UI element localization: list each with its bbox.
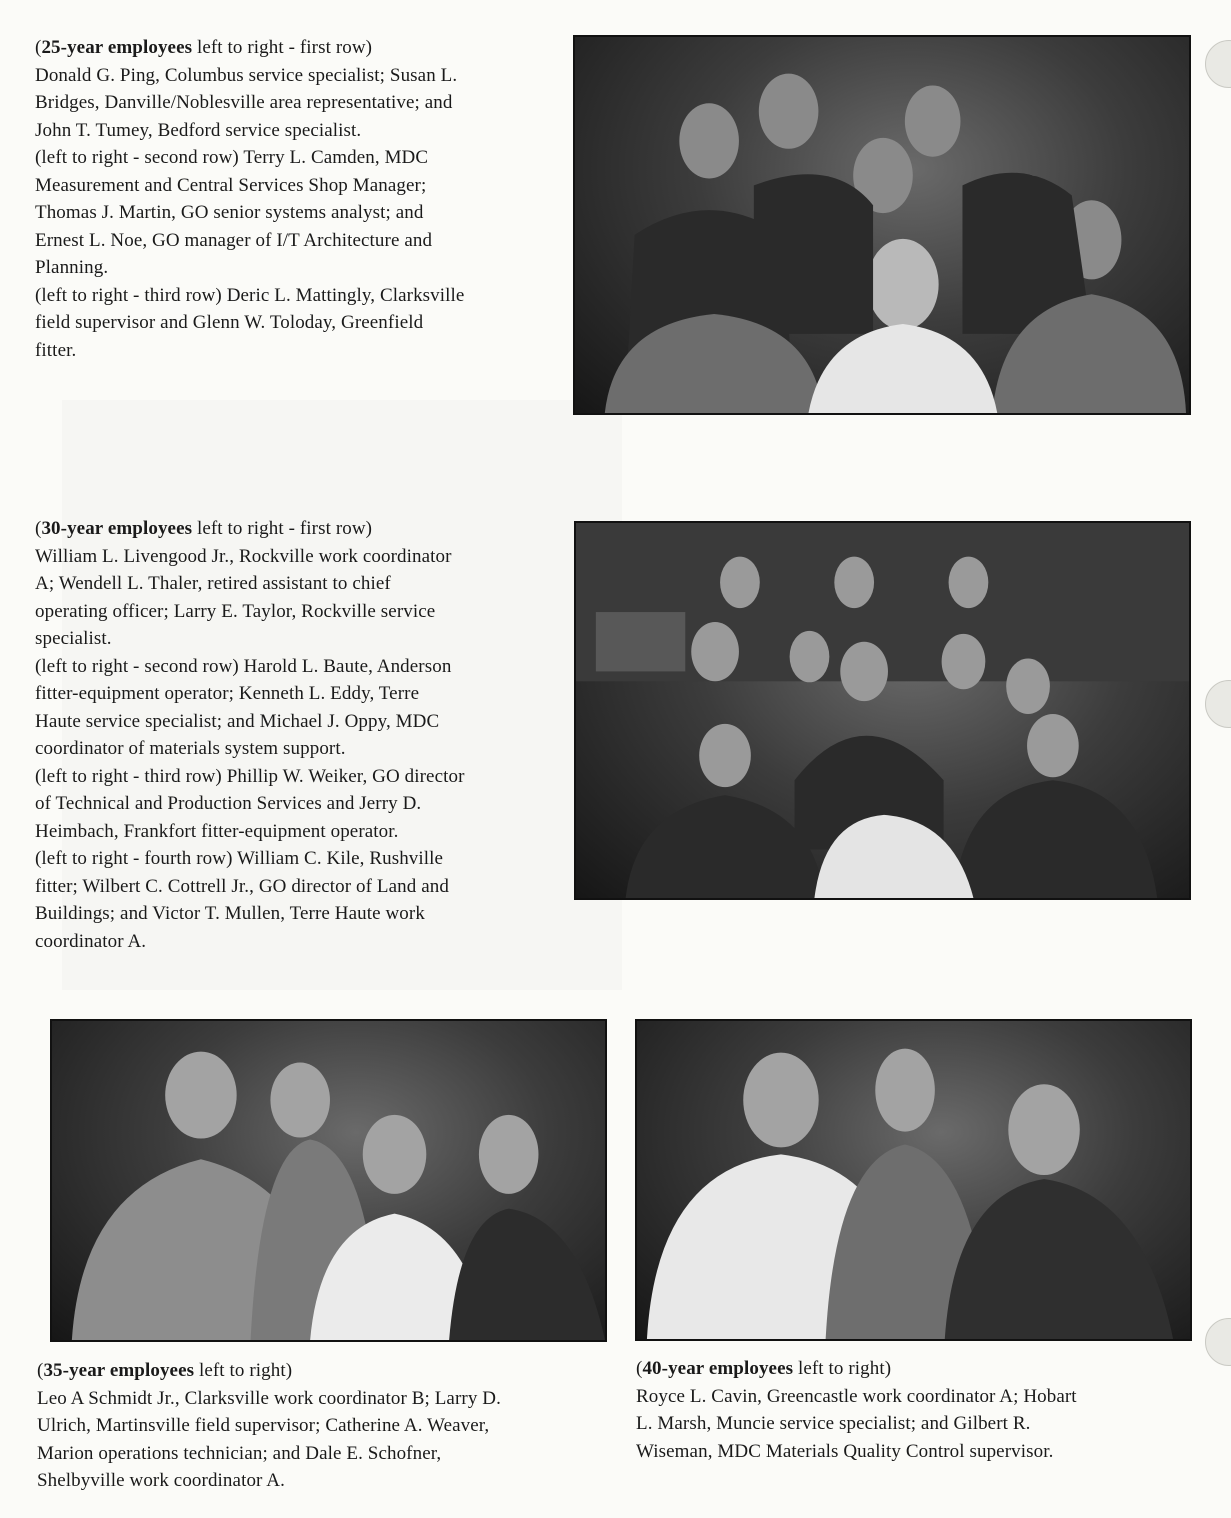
caption-heading: 30-year employees — [41, 518, 193, 539]
caption-line: Ernest L. Noe, GO manager of I/T Architecture and — [35, 229, 433, 251]
caption-line: William L. Livengood Jr., Rockville work coordinator — [35, 545, 452, 567]
photo-30-year-group — [574, 521, 1191, 900]
group-silhouettes — [576, 523, 1189, 898]
caption-line: coordinator of materials system support. — [35, 738, 346, 759]
caption-line: L. Marsh, Muncie service specialist; and Gilbert R. — [636, 1413, 1031, 1434]
caption-line: operating officer; Larry E. Taylor, Rockville service — [35, 600, 436, 622]
photo-40-year-group — [635, 1019, 1192, 1341]
caption-line: John T. Tumey, Bedford service specialist. — [35, 119, 362, 141]
caption-line: (left to right - fourth row) William C. Kile, Rushville — [35, 848, 444, 869]
caption-line: of Technical and Production Services and Jerry D. — [35, 793, 422, 814]
caption-line: (left to right - second row) Terry L. Camden, MDC — [35, 147, 429, 168]
caption-line: Marion operations technician; and Dale E. Schofner, — [37, 1442, 442, 1464]
caption-line: Buildings; and Victor T. Mullen, Terre Haute work — [35, 903, 425, 924]
caption-40-year — [636, 1355, 1196, 1465]
group-silhouettes — [52, 1021, 605, 1340]
caption-line: Leo A Schmidt Jr., Clarksville work coordinator B; Larry D. — [37, 1387, 501, 1409]
caption-line: Ulrich, Martinsville field supervisor; Catherine A. Weaver, — [37, 1415, 490, 1436]
caption-line: Royce L. Cavin, Greencastle work coordinator A; Hobart — [636, 1385, 1077, 1407]
caption-line: (left to right - third row) Phillip W. Weiker, GO director — [35, 765, 465, 787]
caption-line: Bridges, Danville/Noblesville area representative; and — [35, 92, 453, 113]
group-silhouettes — [637, 1021, 1190, 1339]
caption-line: fitter; Wilbert C. Cottrell Jr., GO director of Land and — [35, 875, 449, 897]
caption-25-year — [35, 34, 560, 364]
caption-line: Measurement and Central Services Shop Manager; — [35, 174, 427, 196]
photo-25-year-group — [573, 35, 1191, 415]
binder-hole — [1205, 40, 1231, 88]
caption-line: Heimbach, Frankfort fitter-equipment operator. — [35, 820, 399, 842]
caption-line: (left to right - third row) Deric L. Mattingly, Clarksville — [35, 284, 465, 306]
caption-line: A; Wendell L. Thaler, retired assistant to chief — [35, 573, 391, 594]
binder-hole — [1205, 680, 1231, 728]
caption-line: Planning. — [35, 257, 109, 278]
caption-line: Donald G. Ping, Columbus service specialist; Susan L. — [35, 64, 458, 86]
caption-line: Haute service specialist; and Michael J. Oppy, MDC — [35, 710, 440, 732]
caption-line: fitter-equipment operator; Kenneth L. Eddy, Terre — [35, 683, 420, 704]
photo-35-year-group — [50, 1019, 607, 1342]
caption-line: Shelbyville work coordinator A. — [37, 1470, 285, 1491]
caption-line: specialist. — [35, 628, 112, 649]
caption-line: Wiseman, MDC Materials Quality Control supervisor. — [636, 1440, 1054, 1462]
caption-line: coordinator A. — [35, 930, 147, 952]
group-silhouettes — [575, 37, 1189, 413]
caption-heading: 25-year employees — [41, 37, 193, 58]
caption-30-year — [35, 515, 565, 955]
caption-heading: 40-year employees — [642, 1358, 794, 1379]
caption-first-line: (25-year employees left to right - first row) — [35, 37, 373, 58]
caption-heading: 35-year employees — [43, 1360, 195, 1381]
caption-first-line: (30-year employees left to right - first row) — [35, 518, 373, 539]
caption-line: fitter. — [35, 339, 77, 361]
caption-35-year — [37, 1357, 612, 1495]
caption-line: Thomas J. Martin, GO senior systems analyst; and — [35, 202, 424, 223]
binder-hole — [1205, 1318, 1231, 1366]
caption-first-line: (35-year employees left to right) — [37, 1360, 293, 1381]
caption-line: field supervisor and Glenn W. Toloday, Greenfield — [35, 312, 424, 333]
caption-line: (left to right - second row) Harold L. Baute, Anderson — [35, 655, 452, 677]
caption-first-line: (40-year employees left to right) — [636, 1358, 892, 1379]
